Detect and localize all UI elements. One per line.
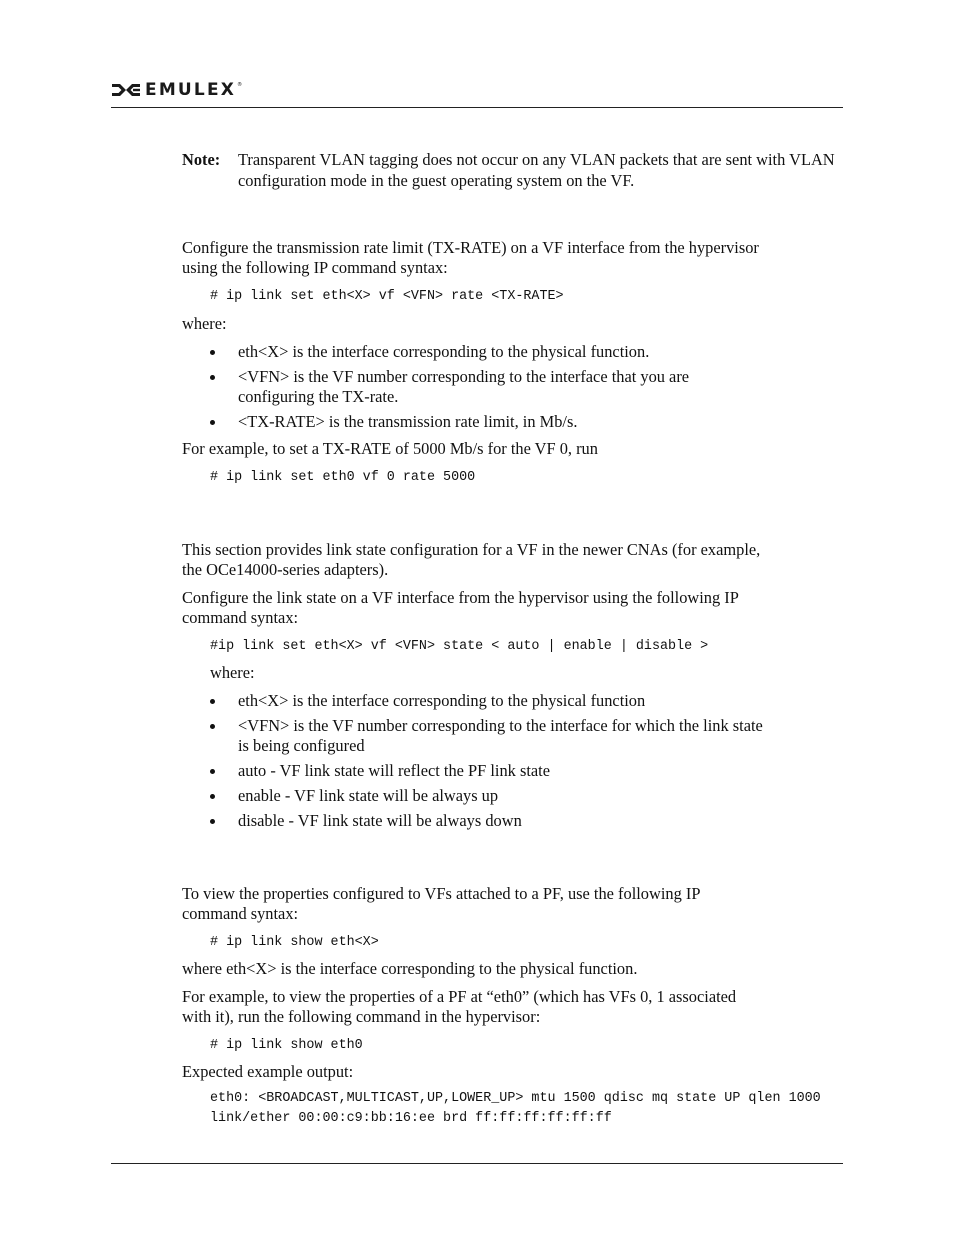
view-props-example-command: # ip link show eth0: [210, 1038, 363, 1053]
bullet-icon: [210, 420, 215, 425]
bullet-icon: [210, 699, 215, 704]
bullet-text: eth<X> is the interface corresponding to the physical function: [238, 691, 646, 710]
tx-rate-where: where:: [182, 314, 227, 333]
bullet-icon: [210, 350, 215, 355]
bullet-text: <TX-RATE> is the transmission rate limit, in Mb/s.: [238, 412, 578, 431]
bullet-text: eth<X> is the interface corresponding to the physical function.: [238, 342, 650, 361]
view-props-intro-line-1: To view the properties configured to VFs attached to a PF, use the following IP: [182, 884, 701, 903]
view-props-example-line-2: with it), run the following command in the hypervisor:: [182, 1007, 541, 1026]
bullet-icon: [210, 375, 215, 380]
emulex-logo: [111, 79, 242, 101]
bullet-icon: [210, 724, 215, 729]
note-label: Note:: [182, 150, 221, 169]
link-state-config-line-2: command syntax:: [182, 608, 299, 627]
emulex-mark-icon: [111, 82, 141, 98]
link-state-intro-line-1: This section provides link state configuration for a VF in the newer CNAs (for example,: [182, 540, 761, 559]
tx-rate-intro-line-1: Configure the transmission rate limit (TX-RATE) on a VF interface from the hypervisor: [182, 238, 759, 257]
bullet-text: disable - VF link state will be always down: [238, 811, 522, 830]
header-rule: [111, 107, 843, 108]
tx-rate-example: For example, to set a TX-RATE of 5000 Mb/s for the VF 0, run: [182, 439, 598, 458]
view-props-output-line-1: eth0: <BROADCAST,MULTICAST,UP,LOWER_UP> mtu 1500 qdisc mq state UP qlen 1000: [210, 1091, 821, 1106]
bullet-text: auto - VF link state will reflect the PF link state: [238, 761, 550, 780]
link-state-where: where:: [210, 663, 255, 682]
brand-name: EMULEX: [145, 80, 237, 100]
bullet-text: enable - VF link state will be always up: [238, 786, 499, 805]
bullet-text-cont: configuring the TX-rate.: [238, 387, 399, 406]
trademark-symbol: ®: [237, 82, 243, 88]
bullet-text: <VFN> is the VF number corresponding to the interface for which the link state: [238, 716, 763, 735]
view-props-output-line-2: link/ether 00:00:c9:bb:16:ee brd ff:ff:ff:ff:ff:ff: [210, 1111, 612, 1126]
tx-rate-command: # ip link set eth<X> vf <VFN> rate <TX-RATE>: [210, 289, 564, 304]
view-props-expected: Expected example output:: [182, 1062, 354, 1081]
view-props-command: # ip link show eth<X>: [210, 935, 379, 950]
footer-rule: [111, 1163, 843, 1164]
link-state-command: #ip link set eth<X> vf <VFN> state < auto | enable | disable >: [210, 639, 709, 654]
view-props-example-line-1: For example, to view the properties of a PF at “eth0” (which has VFs 0, 1 associated: [182, 987, 737, 1006]
bullet-icon: [210, 819, 215, 824]
link-state-intro-line-2: the OCe14000-series adapters).: [182, 560, 389, 579]
view-props-intro-line-2: command syntax:: [182, 904, 299, 923]
bullet-icon: [210, 769, 215, 774]
view-props-where: where eth<X> is the interface corresponding to the physical function.: [182, 959, 638, 978]
tx-rate-example-command: # ip link set eth0 vf 0 rate 5000: [210, 470, 476, 485]
tx-rate-intro-line-2: using the following IP command syntax:: [182, 258, 448, 277]
bullet-text: <VFN> is the VF number corresponding to the interface that you are: [238, 367, 690, 386]
note-text: Transparent VLAN tagging does not occur on any VLAN packets that are sent with VLAN configuration mode in the guest operating system on the VF.: [238, 150, 835, 190]
bullet-icon: [210, 794, 215, 799]
link-state-config-line-1: Configure the link state on a VF interface from the hypervisor using the following IP: [182, 588, 739, 607]
bullet-text-cont: is being configured: [238, 736, 365, 755]
